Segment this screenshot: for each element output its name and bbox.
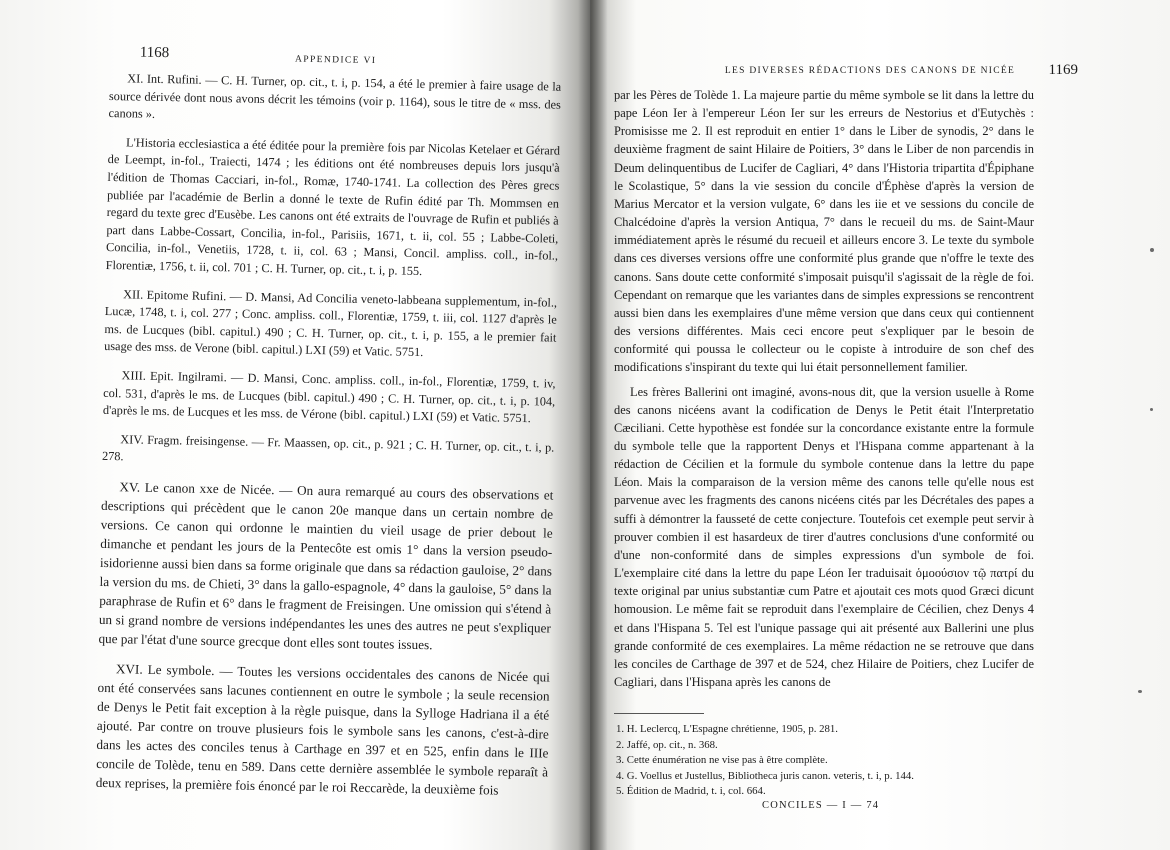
right-running-head	[670, 60, 1078, 80]
book-gutter-shadow	[578, 0, 608, 850]
footnote-2: 2. Jaffé, op. cit., n. 368.	[616, 738, 718, 751]
paragraph-xi: XI. Int. Rufini. — C. H. Turner, op. cit., t. i, p. 154, a été le premier à faire usage de la source dérivée dont nous avons décrit les témoins (voir p. 1164), sous le titre de « mss. des canons ».	[108, 71, 562, 122]
right-running-title: LES DIVERSES RÉDACTIONS DES CANONS DE NICÉE	[724, 66, 1016, 76]
signature-mark: CONCILES — I — 74	[762, 800, 880, 811]
paragraph-ballerini: Les frères Ballerini ont imaginé, avons-nous dit, que la version usuelle à Rome des canons nicéens avant la codification de Denys le Petit était l'Interpretatio Cæciliani. Cette hypothèse est fondée sur la concordance existante entre la formule du symbole telle que la rapportent Denys et l'Hispana comme appartenant à la rédaction de Cécilien et la formule du symbole contenue dans la lettre du pape Léon. Mais la comparaison de la version même des canons telle qu'elle nous est parvenue avec les fragments des canons nicéens cités par les Décrétales des papes a suffi à démontrer la fausseté de cette conjecture. Toutefois cet exemple peut servir à prouver combien il est hasardeux de tirer d'autres conclusions d'une conformité ou d'une non-conformité dans de simples expressions d'un symbole de foi. L'exemplaire cité dans la lettre du pape Léon Ier traduisait ὁμοούσιον τῷ πατρί du texte original par unius substantiæ cum Patre et ajoutait ces mots quod Græci dicunt homousion. Le même fait se reproduit dans l'exemplaire de Cécilien, chez Denys 4 et dans l'Hispana 5. Tel est l'unique passage qui ait présenté aux Ballerini une plus grande conformité de ces exemplaires. La même rédaction ne se retrouve que dans les conciles de Carthage de 397 et de 524, chez Hilaire de Poitiers, chez Lucifer de Cagliari, dans l'Hispana après les canons de	[614, 384, 1034, 689]
left-running-title: APPENDICE VI	[294, 54, 377, 67]
footnote-1: 1. H. Leclercq, L'Espagne chrétienne, 1905, p. 281.	[616, 723, 839, 735]
right-page-number: 1169	[1048, 62, 1078, 78]
paragraph-xvi: XVI. Le symbole. — Toutes les versions occidentales des canons de Nicée qui ont été conservées sans lacunes contiennent en outre le symbole ; la seule recension de Denys le Petit fait exception à la règle puisque, dans la Sylloge Hadriana il a été ajouté. Par contre on trouve plusieurs fois le symbole sans les canons, c'est-à-dire dans les actes des conciles tenus à Carthage en 397 et en 525, enfin dans le IIIe concile de Tolède, tenu en 589. Dans cette dernière assemblée le symbole reparaît à deux reprises, la première fois énoncé par le roi Reccarède, la deuxième fois	[95, 661, 551, 798]
footnote-5: 5. Édition de Madrid, t. i, col. 664.	[616, 785, 766, 798]
paragraph-symbole-continuation: par les Pères de Tolède 1. La majeure partie du même symbole se lit dans la lettre du pape Léon Ier à l'empereur Léon Ier sur les erreurs de Nestorius et d'Eutychès : Promisisse me 2. Il est reproduit en entier 1° dans le Liber de synodis, 2° dans le deuxième fragment de saint Hilaire de Poitiers, 3° dans le Liber de non parcendis in Deum delinquentibus de Lucifer de Cagliari, 4° dans l'Historia tripartita d'Épiphane le Scolastique, 5° dans la vie session du concile d'Éphèse d'après la version de Marius Mercator et la version vulgate, 6° dans les iie et ve sessions du concile de Chalcédoine d'après la version Antiqua, 7° dans le recueil du ms. de Saint-Maur immédiatement après le résumé du recueil et ailleurs encore 3. Le texte du symbole dans ces diverses versions offre une conformité plus grande que n'offre le texte des canons. Sans doute cette conformité s'imposait puisqu'il s'agissait de la règle de foi. Cependant on remarque que les variantes dans de simples expressions se rencontrent aussi bien dans les exemplaires d'une même version que dans ceux qui contiennent des versions différentes. Mais ceci encore peut s'expliquer par le besoin de conformité qui poussa le collecteur ou le copiste à introduire de son chef des modifications s'inspirant du texte qui lui était personnellement familier.	[614, 88, 1034, 375]
left-running-head	[110, 42, 562, 73]
left-page-content	[95, 42, 562, 811]
footnote-divider	[614, 713, 704, 714]
footnote-4: 4. G. Voellus et Justellus, Bibliotheca juris canon. veteris, t. i, p. 144.	[616, 769, 914, 782]
footnote-3: 3. Cette énumération ne vise pas à être complète.	[616, 754, 828, 767]
paragraph-xiv: XIV. Fragm. freisingense. — Fr. Maassen, op. cit., p. 921 ; C. H. Turner, op. cit., t. i, p. 278.	[101, 431, 555, 464]
left-page-number: 1168	[139, 44, 170, 62]
paragraph-xiii: XIII. Epit. Ingilrami. — D. Mansi, Conc. ampliss. coll., in-fol., Florentiæ, 1759, t. iv, col. 531, d'après le ms. de Lucques (bibl. capitul.) 490 ; C. H. Turner, op. cit., t. i, p. 104, d'après le ms. de Lucques et les mss. de Vérone (bibl. capitul.) LXI (59) et Vatic. 5751.	[102, 368, 556, 426]
right-page-body	[614, 86, 1034, 697]
paragraph-historia: L'Historia ecclesiastica a été éditée pour la première fois par Nicolas Ketelaer et Gérard de Leempt, in-fol., Traiecti, 1474 ; les éditions ont été nombreuses depuis lors jusqu'à l'édition de Thomas Cacciari, in-fol., Romæ, 1740-1741. La collection des Pères grecs publiée par l'académie de Berlin a donné le texte de Rufin édité par Th. Mommsen en regard du texte grec d'Eusèbe. Les canons ont été extraits de l'ouvrage de Rufin et publiés à part dans Labbe-Cossart, Concilia, in-fol., Parisiis, 1671, t. ii, col. 55 ; Labbe-Coleti, Concilia, in-fol., Venetiis, 1728, t. ii, col. 63 ; Mansi, Concil. ampliss. coll., in-fol., Florentiæ, 1756, t. ii, col. 701 ; C. H. Turner, op. cit., t. i, p. 155.	[105, 135, 561, 278]
scan-speck	[1138, 690, 1142, 693]
scan-speck	[1150, 248, 1154, 252]
right-page	[590, 0, 1170, 850]
footnotes	[614, 722, 1034, 800]
paragraph-xii: XII. Epitome Rufini. — D. Mansi, Ad Concilia veneto-labbeana supplementum, in-fol., Lucæ, 1748, t. i, col. 277 ; Conc. ampliss. coll., Florentiæ, 1759, t. iii, col. 1127 d'après le ms. de Lucques (bibl. capitul.) 490 ; C. H. Turner, op. cit., t. i, p. 155, a le premier fait usage des mss. de Verone (bibl. capitul.) LXI (59) et Vatic. 5751.	[104, 286, 558, 360]
paragraph-xv: XV. Le canon xxe de Nicée. — On aura remarqué au cours des observations et descriptions qui précèdent que le canon 20e manque dans un certain nombre de versions. Ce canon qui ordonne le maintien du vieil usage de prier debout le dimanche et pendant les jours de la Pentecôte est omis 1° dans la version pseudo-isidorienne aussi bien dans sa forme originale que dans sa rédaction gauloise, 2° dans la version du ms. de Chieti, 3° dans la gallo-espagnole, 4° dans la gauloise, 5° dans la paraphrase de Rufin et 6° dans le fragment de Freisingen. Une omission qui s'étend à un si grand nombre de versions indépendantes les unes des autres ne peut s'expliquer que par l'état d'une source grecque dont elles sont toutes issues.	[98, 479, 554, 653]
scan-speck	[1150, 408, 1153, 411]
